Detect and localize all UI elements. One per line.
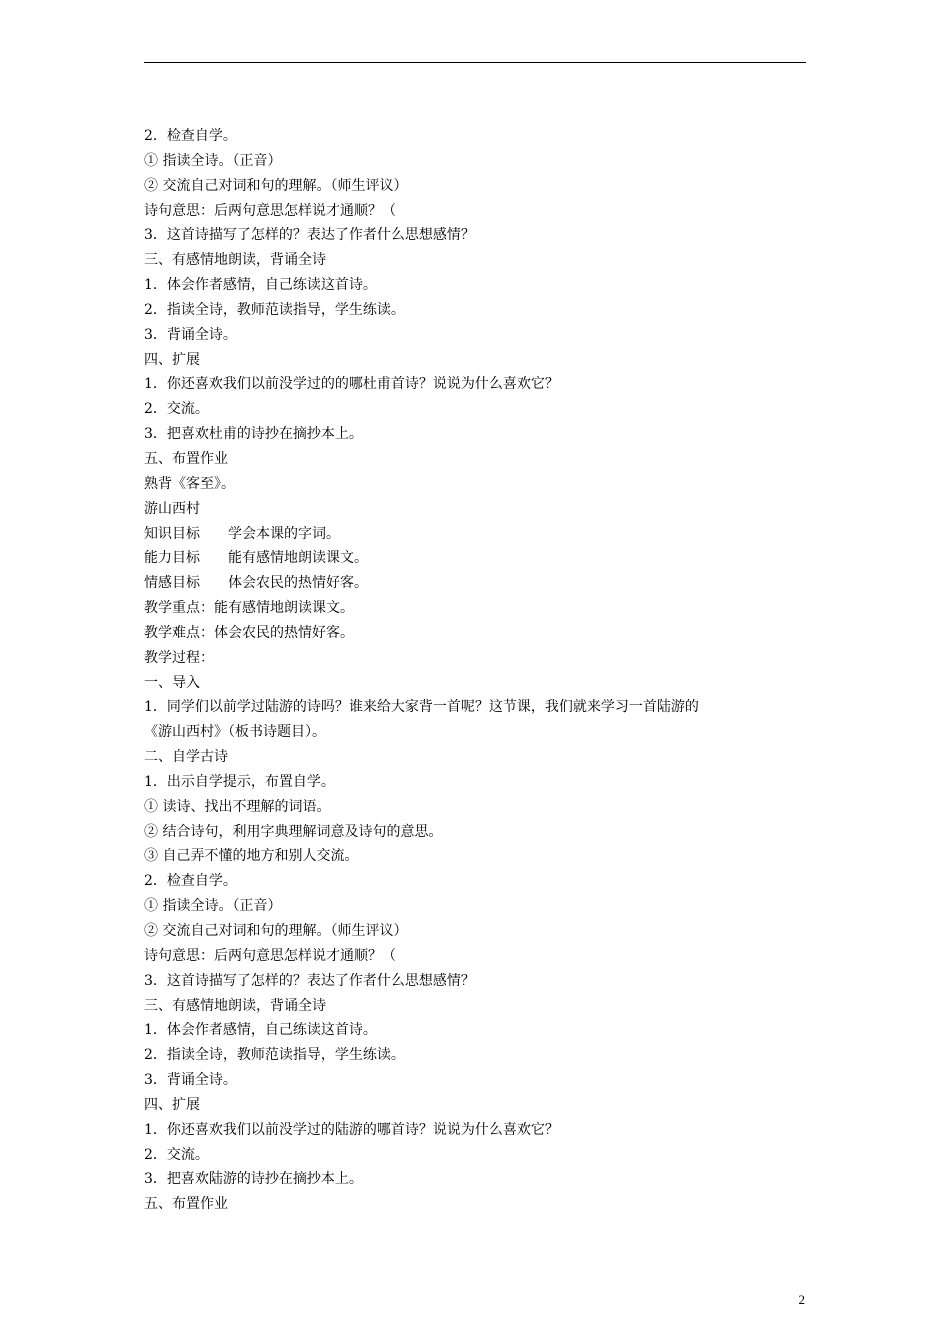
text-line: 情感目标 体会农民的热情好客。 <box>144 575 368 592</box>
text-line: ① 读诗、找出不理解的词语。 <box>144 798 331 815</box>
text-line: 3．把喜欢杜甫的诗抄在摘抄本上。 <box>144 426 363 443</box>
text-line: 1．体会作者感情，自己练读这首诗。 <box>144 1022 377 1039</box>
text-line: 1．体会作者感情，自己练读这首诗。 <box>144 277 377 294</box>
text-line: 《游山西村》（板书诗题目）。 <box>144 724 326 741</box>
text-line: ① 指读全诗。（正音） <box>144 898 282 915</box>
text-line: 2．检查自学。 <box>144 873 237 890</box>
header-rule <box>144 62 806 63</box>
text-line: 三、有感情地朗读，背诵全诗 <box>144 997 326 1014</box>
text-line: ② 交流自己对词和句的理解。（师生评议） <box>144 177 408 194</box>
text-line: 一、导入 <box>144 674 200 691</box>
text-line: 2．指读全诗，教师范读指导，学生练读。 <box>144 1047 405 1064</box>
text-line: 3．背诵全诗。 <box>144 326 237 343</box>
text-line: 1．你还喜欢我们以前没学过的的哪杜甫首诗？说说为什么喜欢它？ <box>144 376 559 393</box>
text-line: 2．交流。 <box>144 401 209 418</box>
text-line: 三、有感情地朗读，背诵全诗 <box>144 252 326 269</box>
page-number: 2 <box>798 1292 805 1307</box>
text-line: 1．你还喜欢我们以前没学过的陆游的哪首诗？说说为什么喜欢它？ <box>144 1121 559 1138</box>
text-line: 教学重点：能有感情地朗读课文。 <box>144 600 354 617</box>
text-line: 3．把喜欢陆游的诗抄在摘抄本上。 <box>144 1171 363 1188</box>
text-line: 五、布置作业 <box>144 1196 228 1213</box>
text-line: 3．这首诗描写了怎样的？表达了作者什么思想感情？ <box>144 972 475 989</box>
text-line: 1．出示自学提示，布置自学。 <box>144 773 335 790</box>
text-line: ② 交流自己对词和句的理解。（师生评议） <box>144 923 408 939</box>
text-line: 1．同学们以前学过陆游的诗吗？谁来给大家背一首呢？这节课，我们就来学习一首陆游的 <box>144 699 699 716</box>
text-line: 3．这首诗描写了怎样的？表达了作者什么思想感情？ <box>144 227 475 244</box>
text-line: 诗句意思：后两句意思怎样说才通顺？（ <box>144 947 396 964</box>
text-line: ② 结合诗句，利用字典理解词意及诗句的意思。 <box>144 823 443 840</box>
text-line: ③ 自己弄不懂的地方和别人交流。 <box>144 848 359 865</box>
text-line: 五、布置作业 <box>144 450 228 467</box>
text-line: 能力目标 能有感情地朗读课文。 <box>144 550 368 567</box>
text-line: 教学难点：体会农民的热情好客。 <box>144 624 354 641</box>
text-line: 四、扩展 <box>144 351 200 368</box>
text-line: ① 指读全诗。（正音） <box>144 152 282 169</box>
text-line: 二、自学古诗 <box>144 749 228 766</box>
text-line: 2．指读全诗，教师范读指导，学生练读。 <box>144 301 405 318</box>
text-line: 2．交流。 <box>144 1146 209 1163</box>
text-line: 熟背《客至》。 <box>144 475 235 492</box>
text-line: 教学过程： <box>144 649 214 666</box>
text-line: 游山西村 <box>144 500 200 517</box>
text-line: 四、扩展 <box>144 1096 200 1113</box>
document-body <box>144 124 808 1217</box>
text-line: 诗句意思：后两句意思怎样说才通顺？（ <box>144 202 396 219</box>
text-line: 2．检查自学。 <box>144 128 237 144</box>
text-line: 3．背诵全诗。 <box>144 1072 237 1089</box>
text-line: 知识目标 学会本课的字词。 <box>144 525 340 542</box>
